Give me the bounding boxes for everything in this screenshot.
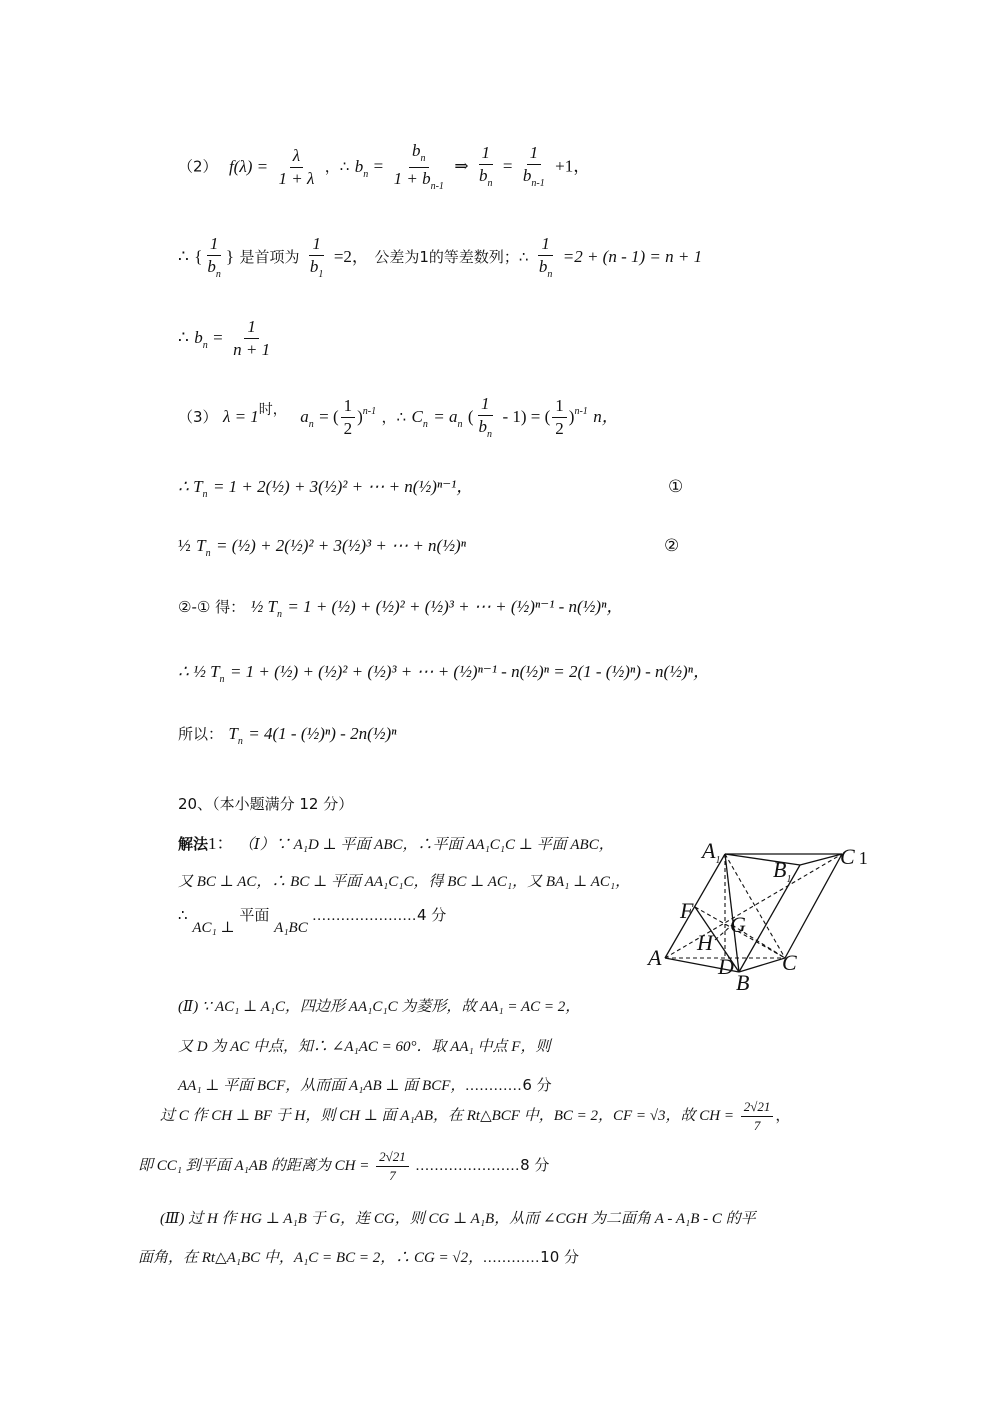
therefore: ∴: [178, 327, 189, 347]
prism-figure: [640, 830, 880, 1000]
q20-heading: 20、（本小题满分 12 分）: [178, 795, 354, 813]
label-C1: C 1: [840, 844, 868, 869]
bn-result: ∴ $b_n$ = $\frac{1}{n + 1}$: [178, 318, 275, 359]
label-F: F: [680, 898, 694, 923]
fraction: $\frac{1}{b_n}$: [478, 394, 493, 440]
q20-part2-line3: AA₁ ⊥ 平面 BCF，从而面 A₁AB ⊥ 面 BCF，............6 分: [178, 1076, 552, 1094]
label-D: D: [718, 954, 734, 979]
fraction: $\frac{1}{b_{n-1}}$: [522, 143, 545, 190]
q20-part2-line5: 即 CC₁ 到平面 A₁AB 的距离为 CH = $\frac{2√21}{7}$ ......................8 分: [138, 1149, 550, 1183]
cond: λ = 1: [222, 407, 259, 427]
q20-part1-line1: 解法1： （Ⅰ）∵ A₁D ⊥ 平面 ABC，∴平面 AA₁C₁C ⊥ 平面 ABC，: [178, 834, 614, 853]
part-label: （3）: [178, 408, 218, 427]
equation-5: 所以： $T_n = 4(1$ - (½)ⁿ) - 2n(½)ⁿ: [178, 724, 397, 747]
therefore: ∴: [178, 247, 189, 267]
fraction: $\frac{1}{2}$: [341, 397, 356, 438]
eq: =: [373, 156, 384, 176]
bn: $b_n$: [354, 156, 369, 180]
q20-part2-line2: 又 D 为 AC 中点，知∴ ∠A₁AC = 60°．取 AA₁ 中点 F，则: [178, 1039, 551, 1055]
part-label: （2）: [178, 157, 218, 176]
equation-3: ②-① 得： ½ $T_n = 1$ + (½) + (½)² + (½)³ + ⋯ + (½)ⁿ⁻¹ - n(½)ⁿ，: [178, 597, 624, 620]
arith-line: ∴ { $\frac{1}{b_n}$ } 是首项为 $\frac{1}{b_1}$ =2， 公差为1的等差数列；∴ $\frac{1}{b_n}$ =2 + (n - 1) = n + 1: [178, 234, 703, 280]
q20-part2-line1: (Ⅱ) ∵ AC₁ ⊥ A₁C，四边形 AA₁C₁C 为菱形，故 AA₁ = AC = 2，: [178, 999, 581, 1015]
fraction: $\frac{1}{n + 1}$: [233, 317, 271, 359]
q20-part2-line4: 过 C 作 CH ⊥ BF 于 H，则 CH ⊥ 面 A₁AB，在 Rt△BCF 中，BC = 2，CF = √3，故 CH = $\frac{2√21}{7}$ ，: [160, 1099, 791, 1133]
eq: =: [502, 156, 513, 176]
part3-line: （3） $\lambda = 1^{时,}$ $a_n$ = ( $\frac{1}{2}$ )$^{n-1}$ ，∴ $C_n = a_n$ ( $\frac{1}{b_n}$ - 1) = ( $\frac{1}{2}$ )$^{n-1}$ n，: [178, 394, 619, 440]
label-H: H: [697, 930, 713, 955]
f-lambda: f(λ) =: [228, 156, 269, 176]
fraction: $\frac{1}{2}$: [552, 397, 567, 438]
label-G: G: [730, 912, 746, 937]
part2-line: [178, 142, 590, 192]
label-A1: $A_1$: [702, 838, 721, 866]
q20-part1-line3: ∴ AC₁ ⊥ 平面 A₁BC ......................4 分: [178, 906, 447, 936]
fraction: $\frac{1}{b_n}$: [479, 143, 493, 190]
text: 公差为1的等差数列；∴: [374, 248, 529, 267]
equation-1: ∴ $T_n = 1$ + 2(½) + 3(½)² + ⋯ + n(½)ⁿ⁻¹，: [178, 477, 474, 500]
q20-part1-line2: 又 BC ⊥ AC，∴ BC ⊥ 平面 AA₁C₁C，得 BC ⊥ AC₁，又 BA₁ ⊥ AC₁，: [178, 874, 631, 890]
fraction: $\frac{2√21}{7}$: [376, 1150, 409, 1182]
tail: +1，: [555, 156, 591, 176]
label-B1: $B_1$: [773, 857, 792, 885]
equation-marker-2: ②: [664, 536, 680, 555]
fraction: $\frac{1}{b_n}$: [207, 234, 221, 280]
fraction: $\frac{1}{b_n}$: [538, 234, 553, 280]
fraction: $\frac{\lambda}{1 + \lambda}$: [278, 145, 315, 188]
fraction: $\frac{2√21}{7}$: [741, 1100, 774, 1132]
q20-part3-line2: 面角，在 Rt△A₁BC 中，A₁C = BC = 2，∴ CG = √2，............10 分: [138, 1248, 580, 1266]
equation-marker-1: ①: [668, 477, 684, 496]
punct: ，∴: [324, 157, 350, 176]
text: 是首项为: [239, 248, 300, 267]
eq: =2，: [333, 247, 369, 267]
fraction: $\frac{b_n}{1 + b_{n-1}}$: [393, 141, 444, 192]
q20-part3-line1: (Ⅲ) 过 H 作 HG ⊥ A₁B 于 G，连 CG，则 CG ⊥ A₁B，从而 ∠CGH 为二面角 A - A₁B - C 的平: [160, 1211, 756, 1227]
rhs: =2 + (n - 1) = n + 1: [562, 247, 703, 267]
label-A: A: [648, 945, 662, 970]
fraction: $\frac{1}{b_1}$: [309, 234, 324, 280]
label-B: B: [736, 970, 750, 995]
equation-4: ∴ ½ $T_n = 1$ + (½) + (½)² + (½)³ + ⋯ + (½)ⁿ⁻¹ - n(½)ⁿ = 2(1 - (½)ⁿ) - n(½)ⁿ，: [178, 662, 710, 685]
equation-2: ½ $T_n$ = (½) + 2(½)² + 3(½)³ + ⋯ + n(½)ⁿ: [178, 536, 466, 559]
implies: ⇒: [454, 156, 469, 176]
label-C: C: [782, 950, 797, 975]
